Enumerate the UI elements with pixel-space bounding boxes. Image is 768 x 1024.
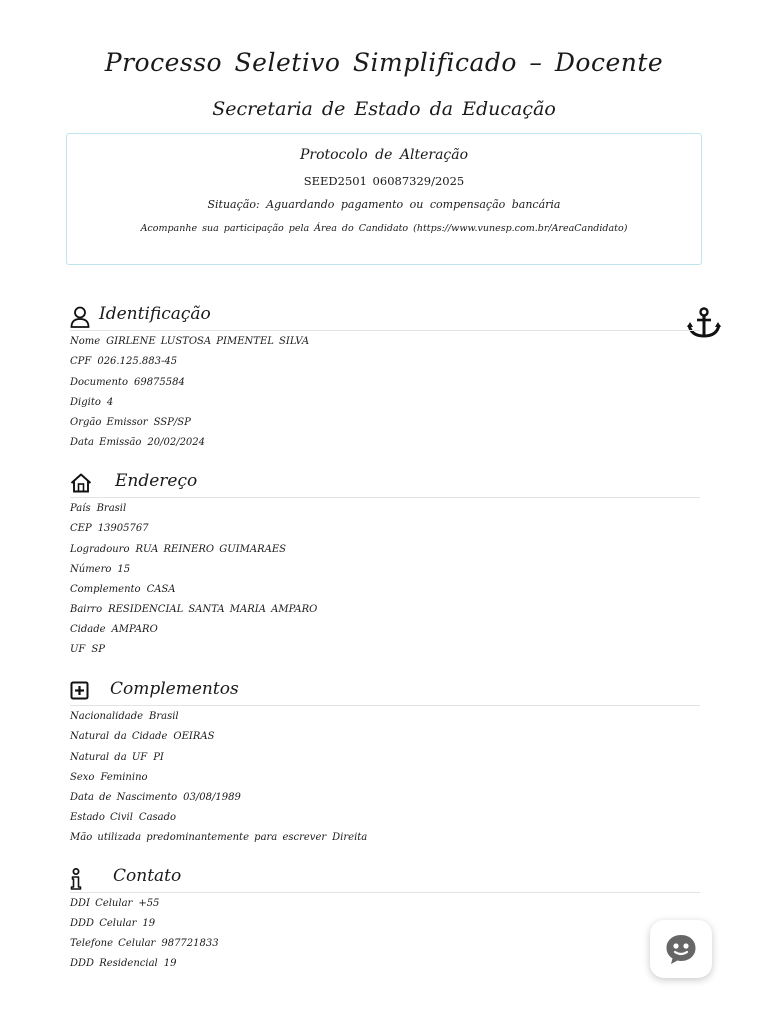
chat-button[interactable] <box>650 920 712 978</box>
home-icon <box>70 473 90 493</box>
field-cidade: Cidade AMPARO <box>70 624 158 635</box>
section-endereco <box>70 471 700 498</box>
field-ddd-celular: DDD Celular 19 <box>70 918 156 929</box>
protocol-title: Protocolo de Alteração <box>299 147 469 163</box>
field-data-emissao: Data Emissão 20/02/2024 <box>70 437 206 448</box>
field-data-nascimento: Data de Nascimento 03/08/1989 <box>70 792 241 803</box>
field-documento: Documento 69875584 <box>70 377 185 388</box>
field-cpf: CPF 026.125.883-45 <box>70 356 178 367</box>
page-title: Processo Seletivo Simplificado – Docente <box>104 48 664 77</box>
info-icon <box>70 868 90 888</box>
field-mao-predominante: Mão utilizada predominantemente para escrever Direita <box>70 832 368 843</box>
field-digito: Digito 4 <box>70 397 114 408</box>
field-natural-cidade: Natural da Cidade OEIRAS <box>70 731 215 742</box>
field-natural-uf: Natural da UF PI <box>70 752 164 763</box>
field-ddi-celular: DDI Celular +55 <box>70 898 160 909</box>
page-subtitle: Secretaria de Estado da Educação <box>212 98 556 120</box>
user-icon <box>70 306 90 326</box>
section-title-endereco: Endereço <box>115 471 198 491</box>
section-contato <box>70 866 700 893</box>
field-uf: UF SP <box>70 644 105 655</box>
field-bairro: Bairro RESIDENCIAL SANTA MARIA AMPARO <box>70 604 318 615</box>
field-nome: Nome GIRLENE LUSTOSA PIMENTEL SILVA <box>70 336 310 347</box>
field-complemento: Complemento CASA <box>70 584 176 595</box>
plus-square-icon <box>70 681 90 701</box>
protocol-note: Acompanhe sua participação pela Área do Candidato (https://www.vunesp.com.br/AreaCandidato) <box>140 223 628 234</box>
protocol-number: SEED2501 06087329/2025 <box>303 174 465 188</box>
protocol-box <box>66 133 702 265</box>
section-identificacao <box>70 304 700 331</box>
field-nacionalidade: Nacionalidade Brasil <box>70 711 179 722</box>
chat-bot-icon <box>665 933 697 965</box>
field-numero: Número 15 <box>70 564 131 575</box>
protocol-status: Situação: Aguardando pagamento ou compensação bancária <box>207 198 561 211</box>
field-sexo: Sexo Feminino <box>70 772 148 783</box>
field-pais: País Brasil <box>70 503 127 514</box>
section-title-contato: Contato <box>113 866 182 886</box>
field-estado-civil: Estado Civil Casado <box>70 812 177 823</box>
section-title-complementos: Complementos <box>110 679 239 699</box>
field-logradouro: Logradouro RUA REINERO GUIMARAES <box>70 544 286 555</box>
field-ddd-residencial: DDD Residencial 19 <box>70 958 177 969</box>
field-cep: CEP 13905767 <box>70 523 149 534</box>
section-title-identificacao: Identificação <box>99 304 211 324</box>
field-orgao-emissor: Orgão Emissor SSP/SP <box>70 417 191 428</box>
section-complementos <box>70 679 700 706</box>
field-telefone-celular: Telefone Celular 987721833 <box>70 938 219 949</box>
